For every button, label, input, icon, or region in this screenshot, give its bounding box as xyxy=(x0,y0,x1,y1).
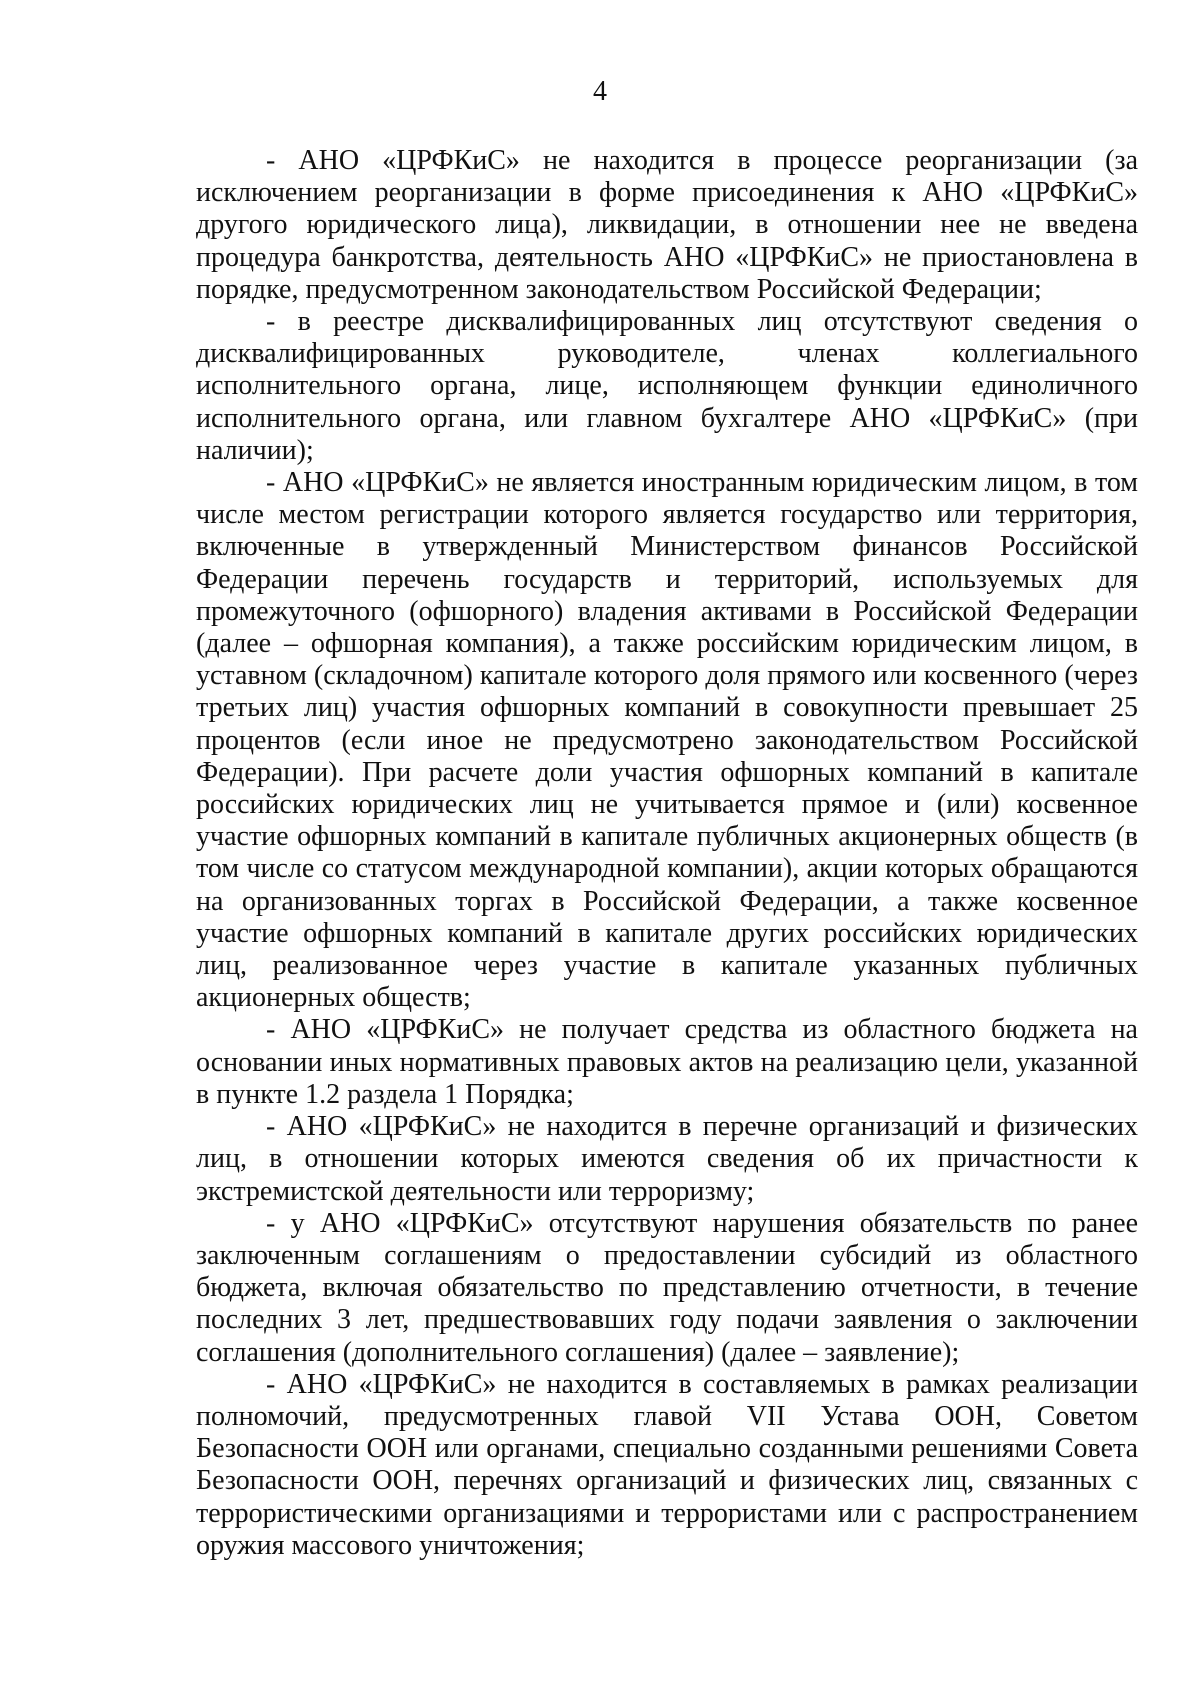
paragraph-disqualified-persons: - в реестре дисквалифицированных лиц отсутствуют сведения о дисквалифицированных руководителе, членах коллегиального исполнительного органа, лице, исполняющем функции единоличного исполнительного органа, или главном бухгалтере АНО «ЦРФКиС» (при наличии); xyxy=(196,306,1138,466)
paragraph-offshore: - АНО «ЦРФКиС» не является иностранным юридическим лицом, в том числе местом регистрации которого является государство или территория, включенные в утвержденный Министерством финансов Российской Федерации перечень государств и территорий, используемых для промежуточного (офшорного) владения активами в Российской Федерации (далее – офшорная компания), а также российским юридическим лицом, в уставном (складочном) капитале которого доля прямого или косвенного (через третьих лиц) участия офшорных компаний в совокупности превышает 25 процентов (если иное не предусмотрено законодательством Российской Федерации). При расчете доли участия офшорных компаний в капитале российских юридических лиц не учитывается прямое и (или) косвенное участие офшорных компаний в капитале публичных акционерных обществ (в том числе со статусом международной компании), акции которых обращаются на организованных торгах в Российской Федерации, а также косвенное участие офшорных компаний в капитале других российских юридических лиц, реализованное через участие в капитале указанных публичных акционерных обществ; xyxy=(196,467,1138,1014)
paragraph-regional-budget: - АНО «ЦРФКиС» не получает средства из областного бюджета на основании иных нормативных правовых актов на реализацию цели, указанной в пункте 1.2 раздела 1 Порядка; xyxy=(196,1014,1138,1110)
document-body xyxy=(196,145,1138,1562)
paragraph-un-sanctions: - АНО «ЦРФКиС» не находится в составляемых в рамках реализации полномочий, предусмотренных главой VII Устава ООН, Советом Безопасности ООН или органами, специально созданными решениями Совета Безопасности ООН, перечнях организаций и физических лиц, связанных с террористическими организациями и террористами или с распространением оружия массового уничтожения; xyxy=(196,1368,1138,1561)
paragraph-extremism-list: - АНО «ЦРФКиС» не находится в перечне организаций и физических лиц, в отношении которых имеются сведения об их причастности к экстремистской деятельности или терроризму; xyxy=(196,1111,1138,1207)
page-number: 4 xyxy=(593,76,607,107)
paragraph-reorganization: - АНО «ЦРФКиС» не находится в процессе реорганизации (за исключением реорганизации в форме присоединения к АНО «ЦРФКиС» другого юридического лица), ликвидации, в отношении нее не введена процедура банкротства, деятельность АНО «ЦРФКиС» не приостановлена в порядке, предусмотренном законодательством Российской Федерации; xyxy=(196,145,1138,305)
paragraph-subsidy-obligations: - у АНО «ЦРФКиС» отсутствуют нарушения обязательств по ранее заключенным соглашениям о предоставлении субсидий из областного бюджета, включая обязательство по представлению отчетности, в течение последних 3 лет, предшествовавших году подачи заявления о заключении соглашения (дополнительного соглашения) (далее – заявление); xyxy=(196,1207,1138,1368)
